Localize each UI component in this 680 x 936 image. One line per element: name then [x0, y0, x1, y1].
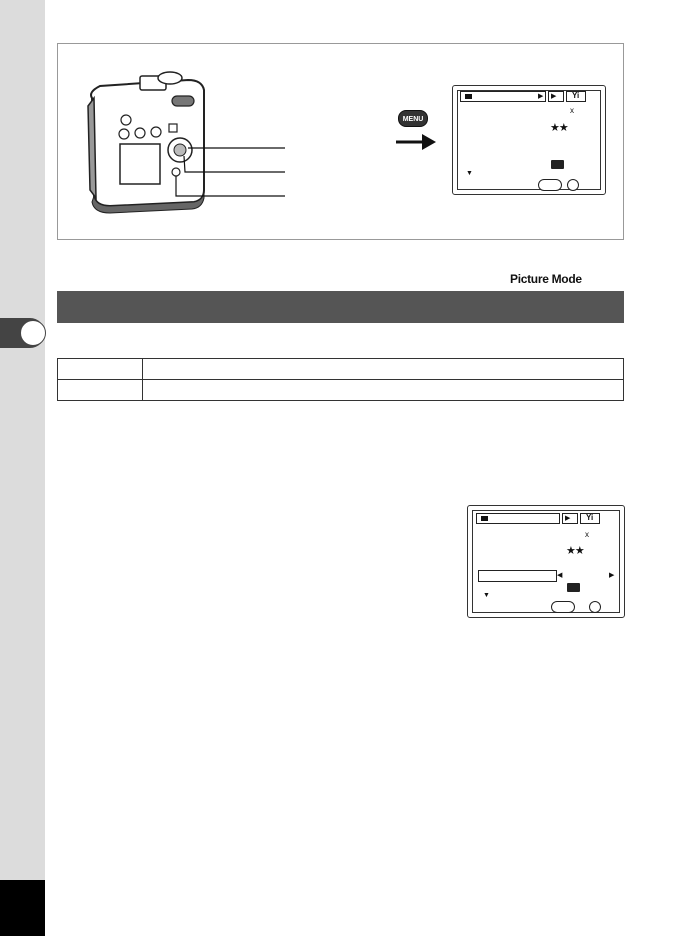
triangle-right-icon: ▶ [609, 572, 615, 579]
table-row [58, 380, 624, 401]
table-cell-value [143, 380, 624, 401]
triangle-left-icon: ◀ [557, 572, 563, 579]
menu-button-label: MENU [402, 116, 424, 123]
triangle-down-icon: ▼ [466, 170, 473, 177]
picture-mode-reference-label: Picture Mode [510, 272, 582, 286]
sidebar [0, 0, 45, 936]
triangle-down-icon: ▼ [483, 592, 490, 599]
lcd2-tab-rec [476, 513, 560, 524]
camera-icon [465, 94, 472, 99]
page-number-block [0, 880, 45, 936]
lcd2-highlight-box [478, 570, 557, 582]
chapter-number-badge [20, 320, 46, 346]
table-row [58, 359, 624, 380]
camera-illustration [80, 68, 290, 218]
lcd1-tab-rec [460, 91, 546, 102]
table-cell-key [58, 359, 143, 380]
play-icon: ▶ [551, 93, 557, 100]
lcd1-ok-button-shape [538, 179, 562, 191]
wrench-icon: Yi [572, 91, 580, 100]
lcd2-quality-stars: ★★ [566, 545, 584, 557]
menu-button-icon [398, 110, 428, 127]
lcd1-x-mark: x [570, 106, 574, 115]
lcd2-sharpness-icon [567, 583, 580, 592]
lcd2-x-mark: x [585, 530, 589, 539]
table-cell-key [58, 380, 143, 401]
lcd2-round-button-shape [589, 601, 601, 613]
table-cell-value [143, 359, 624, 380]
play-icon: ▶ [565, 515, 571, 522]
camera-icon [481, 516, 488, 521]
lcd1-sharpness-icon [551, 160, 564, 169]
settings-table [57, 358, 624, 401]
section-title-band [57, 291, 624, 323]
lcd1-round-button-shape [567, 179, 579, 191]
arrow-right-icon [396, 132, 438, 152]
lcd1-quality-stars: ★★ [550, 122, 568, 134]
lcd2-ok-button-shape [551, 601, 575, 613]
wrench-icon: Yi [586, 513, 594, 522]
triangle-right-icon: ▶ [538, 93, 544, 100]
